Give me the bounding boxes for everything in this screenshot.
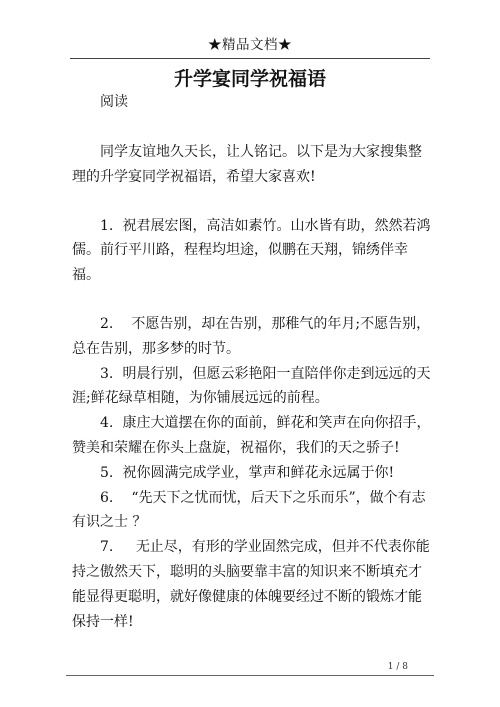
list-item [72, 312, 432, 362]
intro-paragraph: 同学友谊地久天长，让人铭记。以下是为大家搜集整理的升学宴同学祝福语，希望大家喜欢! [72, 144, 422, 185]
item-number: 7. [100, 539, 114, 556]
item-number: 2. [100, 315, 114, 332]
list-item [72, 362, 432, 412]
item-text: 康庄大道摆在你的面前，鲜花和笑声在向你招手，赞美和荣耀在你头上盘旋，祝福你，我们的天之骄子! [72, 415, 431, 456]
item-number: 4. [100, 415, 114, 432]
item-text: 祝你圆满完成学业，掌声和鲜花永远属于你! [122, 464, 395, 481]
list-item [72, 486, 432, 536]
item-number: 1. [100, 217, 114, 234]
item-text: “先天下之忧而忧，后天下之乐而乐”，做个有志有识之士 ？ [72, 489, 426, 531]
header-divider [70, 58, 430, 59]
list-item [72, 411, 432, 461]
list-item [72, 214, 432, 288]
item-number: 6. [100, 489, 114, 506]
page-number: 1 / 8 [387, 662, 408, 672]
header-label: ★精品文档★ [208, 37, 292, 53]
document-title: 升学宴同学祝福语 [173, 68, 326, 90]
section-label: 阅读 [100, 94, 128, 110]
document-body [72, 140, 432, 634]
footer-divider [66, 675, 434, 676]
item-text: 无止尽，有形的学业固然完成，但并不代表你能持之傲然天下，聪明的头脑要靠丰富的知识来不断填充才能显得更聪明，就好像健康的体魄要经过不断的锻炼才能保持一样! [72, 539, 430, 630]
item-text: 祝君展宏图，高洁如素竹。山水皆有助，然然若鸿儒。前行平川路，程程均坦途，似鹏在天翔，锦绣伴幸福。 [72, 217, 431, 284]
item-number: 5. [100, 464, 114, 481]
item-text: 明晨行别，但愿云彩艳阳一直陪伴你走到远远的天涯;鲜花绿草相随，为你铺展远远的前程。 [72, 365, 431, 407]
item-number: 3. [100, 365, 114, 382]
list-item [72, 461, 432, 486]
item-text: 不愿告别，却在告别，那稚气的年月;不愿告别，总在告别，那多梦的时节。 [72, 315, 431, 357]
list-item [72, 535, 432, 634]
